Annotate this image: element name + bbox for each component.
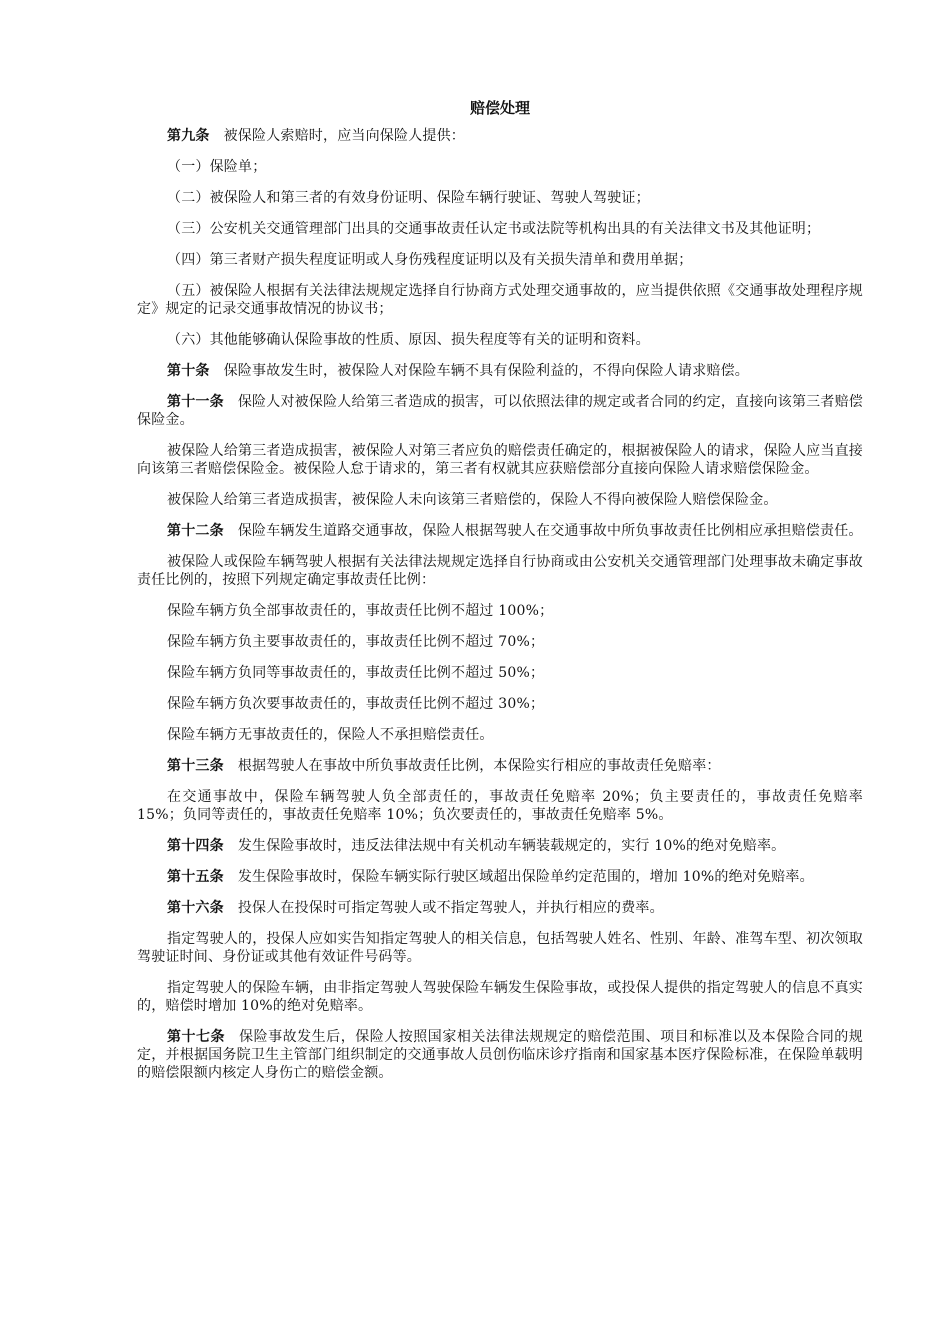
paragraph [137,837,863,855]
paragraph-text: 保险车辆方负同等事故责任的，事故责任比例不超过 50%； [167,665,545,681]
document-body [137,98,863,1095]
paragraph [137,899,863,917]
paragraph [137,553,863,589]
article-number: 第九条 [167,128,210,144]
article-number: 第十条 [167,363,210,379]
paragraph-list [137,127,863,1082]
paragraph [137,664,863,682]
paragraph-text: 指定驾驶人的保险车辆，由非指定驾驶人驾驶保险车辆发生保险事故，或投保人提供的指定驾驶人的信息不真实的，赔偿时增加 10%的绝对免赔率。 [137,980,863,1014]
paragraph-text: 保险人对被保险人给第三者造成的损害，可以依照法律的规定或者合同的约定，直接向该第三者赔偿保险金。 [137,394,863,428]
paragraph [137,158,863,176]
paragraph-text: （四）第三者财产损失程度证明或人身伤残程度证明以及有关损失清单和费用单据； [167,252,693,268]
paragraph-text: 保险事故发生时，被保险人对保险车辆不具有保险利益的，不得向保险人请求赔偿。 [223,363,750,379]
paragraph-text: （三）公安机关交通管理部门出具的交通事故责任认定书或法院等机构出具的有关法律文书及其他证明； [167,221,821,237]
paragraph-text: （二）被保险人和第三者的有效身份证明、保险车辆行驶证、驾驶人驾驶证； [167,190,650,206]
article-number: 第十四条 [167,838,224,854]
paragraph [137,362,863,380]
article-number: 第十六条 [167,900,224,916]
paragraph [137,633,863,651]
paragraph-text: 被保险人给第三者造成损害，被保险人未向该第三者赔偿的，保险人不得向被保险人赔偿保险金。 [167,492,778,508]
paragraph-text: 保险车辆方负次要事故责任的，事故责任比例不超过 30%； [167,696,545,712]
paragraph [137,1028,863,1082]
paragraph [137,788,863,824]
paragraph [137,491,863,509]
paragraph [137,868,863,886]
paragraph-text: 发生保险事故时，保险车辆实际行驶区域超出保险单约定范围的，增加 10%的绝对免赔率。 [237,869,814,885]
paragraph [137,127,863,145]
paragraph-text: 保险事故发生后，保险人按照国家相关法律法规规定的赔偿范围、项目和标准以及本保险合同的规定，并根据国务院卫生主管部门组织制定的交通事故人员创伤临床诊疗指南和国家基本医疗保险标准，在保险单载明的赔偿限额内核定人身伤亡的赔偿金额。 [137,1029,863,1081]
paragraph-text: 被保险人索赔时，应当向保险人提供： [223,128,466,144]
paragraph [137,695,863,713]
paragraph [137,251,863,269]
paragraph-text: 根据驾驶人在事故中所负事故责任比例，本保险实行相应的事故责任免赔率： [237,758,721,774]
paragraph-text: 被保险人或保险车辆驾驶人根据有关法律法规规定选择自行协商或由公安机关交通管理部门处理事故未确定事故责任比例的，按照下列规定确定事故责任比例： [137,554,863,588]
paragraph-text: 保险车辆方负全部事故责任的，事故责任比例不超过 100%； [167,603,554,619]
paragraph-text: （五）被保险人根据有关法律法规规定选择自行协商方式处理交通事故的，应当提供依照《交通事故处理程序规定》规定的记录交通事故情况的协议书； [137,283,863,317]
paragraph [137,220,863,238]
paragraph [137,331,863,349]
paragraph [137,979,863,1015]
paragraph-text: （一）保险单； [167,159,267,175]
article-number: 第十二条 [167,523,224,539]
paragraph-text: 保险车辆方无事故责任的，保险人不承担赔偿责任。 [167,727,494,743]
paragraph-text: （六）其他能够确认保险事故的性质、原因、损失程度等有关的证明和资料。 [167,332,650,348]
paragraph [137,282,863,318]
paragraph [137,602,863,620]
paragraph-text: 被保险人给第三者造成损害，被保险人对第三者应负的赔偿责任确定的，根据被保险人的请求，保险人应当直接向该第三者赔偿保险金。被保险人怠于请求的，第三者有权就其应获赔偿部分直接向保险人请求赔偿保险金。 [137,443,863,477]
article-number: 第十五条 [167,869,224,885]
section-title: 赔偿处理 [469,99,530,117]
article-number: 第十三条 [167,758,224,774]
paragraph [137,726,863,744]
paragraph [137,393,863,429]
paragraph [137,189,863,207]
paragraph-text: 保险车辆方负主要事故责任的，事故责任比例不超过 70%； [167,634,545,650]
article-number: 第十一条 [167,394,224,410]
paragraph-text: 保险车辆发生道路交通事故，保险人根据驾驶人在交通事故中所负事故责任比例相应承担赔偿责任。 [237,523,863,539]
paragraph [137,930,863,966]
paragraph [137,522,863,540]
paragraph-text: 发生保险事故时，违反法律法规中有关机动车辆装载规定的，实行 10%的绝对免赔率。 [237,838,786,854]
paragraph-text: 在交通事故中，保险车辆驾驶人负全部责任的，事故责任免赔率 20%；负主要责任的，事故责任免赔率 15%；负同等责任的，事故责任免赔率 10%；负次要责任的，事故责任免赔率 5%。 [137,789,863,823]
paragraph [137,757,863,775]
paragraph-text: 投保人在投保时可指定驾驶人或不指定驾驶人，并执行相应的费率。 [237,900,664,916]
paragraph-text: 指定驾驶人的，投保人应如实告知指定驾驶人的相关信息，包括驾驶人姓名、性别、年龄、准驾车型、初次领取驾驶证时间、身份证或其他有效证件号码等。 [137,931,863,965]
paragraph [137,442,863,478]
article-number: 第十七条 [167,1029,226,1045]
